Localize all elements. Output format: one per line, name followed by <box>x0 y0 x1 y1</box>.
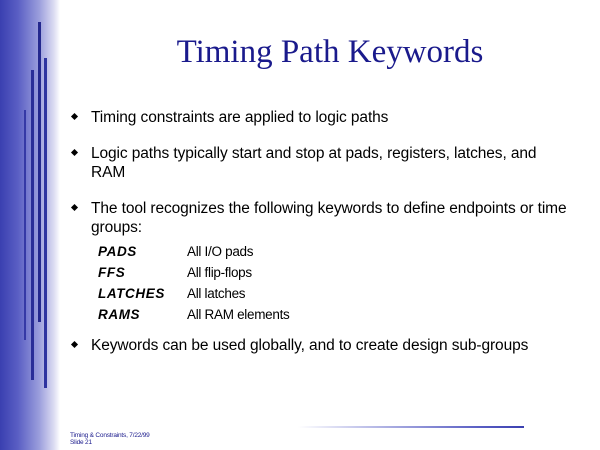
bullet-text: Logic paths typically start and stop at pads, registers, latches, and RAM <box>91 145 537 181</box>
sidebar-stripe <box>44 58 47 388</box>
bullet-item <box>72 144 572 182</box>
diamond-bullet-icon <box>71 204 78 211</box>
keyword-name: PADS <box>98 244 137 259</box>
slide-title: Timing Path Keywords <box>176 34 484 70</box>
bullet-text: Timing constraints are applied to logic paths <box>91 109 389 126</box>
bullet-item <box>72 199 572 237</box>
diamond-bullet-icon <box>71 149 78 156</box>
bullet-text: The tool recognizes the following keywords to define endpoints or time groups: <box>91 200 567 236</box>
footer-divider <box>298 426 524 428</box>
keyword-name: LATCHES <box>98 286 165 301</box>
footer-course-date: Timing & Constraints, 7/22/99 <box>70 432 150 439</box>
bullet-item <box>72 108 572 127</box>
keyword-description: All RAM elements <box>187 307 290 322</box>
bullet-item <box>72 336 591 355</box>
sidebar-stripe <box>31 70 34 380</box>
slide-footer <box>70 432 150 446</box>
sidebar-stripe <box>38 22 41 322</box>
keyword-name: RAMS <box>98 307 141 322</box>
keyword-description: All I/O pads <box>187 244 254 259</box>
sidebar-stripe <box>24 110 26 340</box>
keyword-description: All latches <box>187 286 246 301</box>
keyword-description: All flip-flops <box>187 265 252 280</box>
diamond-bullet-icon <box>71 341 78 348</box>
decorative-sidebar <box>0 0 60 450</box>
keyword-name: FFS <box>98 265 126 280</box>
bullet-text: Keywords can be used globally, and to create design sub-groups <box>91 337 529 354</box>
diamond-bullet-icon <box>71 113 78 120</box>
footer-slide-number: Slide 21 <box>70 439 92 446</box>
